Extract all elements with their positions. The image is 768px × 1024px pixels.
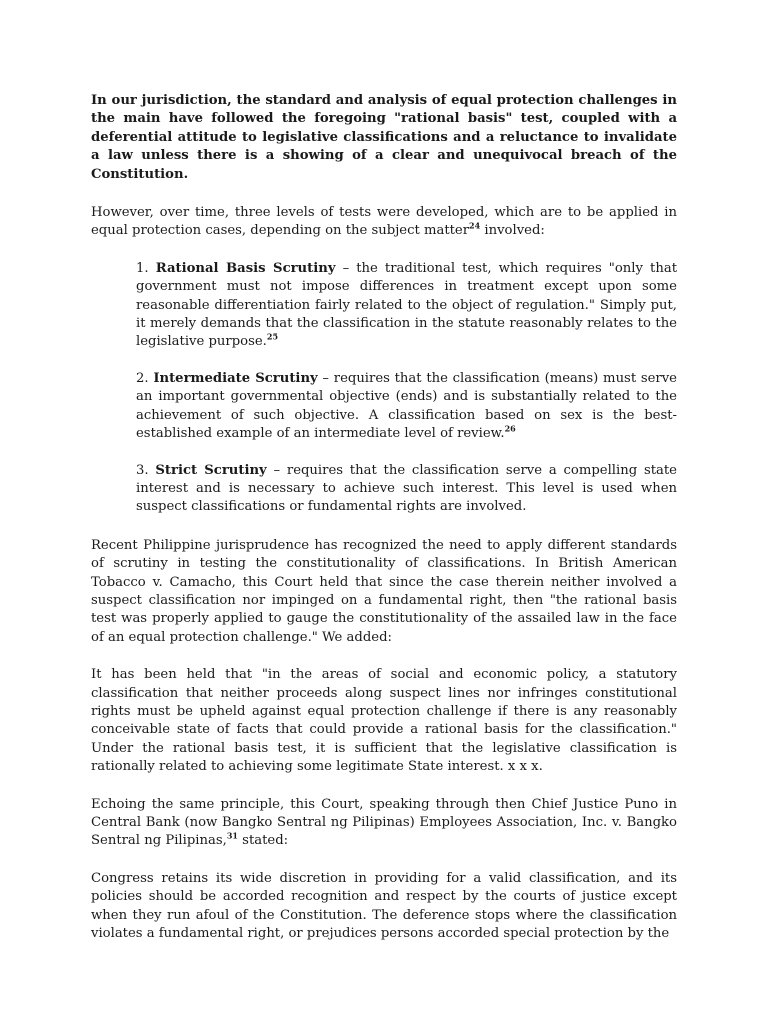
level-number: 3. [136, 462, 149, 478]
level-description: – requires that the classification serve a compelling state interest and is necessary to achieve such interest. This level is used when suspect classifications or fundamental rights are involved. [136, 462, 677, 515]
quote-paragraph-2: Congress retains its wide discretion in providing for a valid classification, and its policies should be accorded recognition and respect by the courts of justice except when they run afoul of the Constitution. The deference stops where the classification violates a fundamental right, or prejudices persons accorded special protection by the [91, 870, 677, 942]
levels-intro-text: However, over time, three levels of tests were developed, which are to be applied in equal protection cases, depending on the subject matter [91, 205, 677, 239]
level-number: 1. [136, 260, 149, 276]
level-description: – requires that the classification (means) must serve an important governmental objective (ends) and is substantially related to the achievement of such objective. A classification based on sex is the best-established example of an intermediate level of review. [136, 370, 677, 442]
levels-intro-paragraph [91, 204, 677, 241]
level-term: Intermediate Scrutiny [153, 370, 318, 386]
level-term: Strict Scrutiny [155, 462, 267, 478]
level-item-rational-basis [136, 260, 677, 352]
level-term: Rational Basis Scrutiny [155, 260, 336, 276]
level-number: 2. [136, 370, 149, 386]
echoing-paragraph [91, 796, 677, 851]
footnote-ref: 24 [469, 221, 481, 232]
echoing-tail: stated: [237, 833, 289, 849]
recent-jurisprudence-paragraph: Recent Philippine jurisprudence has recognized the need to apply different standards of scrutiny in testing the constitutionality of classifications. In British American Tobacco v. Camacho, this Court held that since the case therein neither involved a suspect classification nor impinged on a fundamental right, then "the rational basis test was properly applied to gauge the constitutionality of the assailed law in the face of an equal protection challenge." We added: [91, 537, 677, 645]
levels-intro-tail: involved: [480, 223, 545, 239]
intro-paragraph: In our jurisdiction, the standard and analysis of equal protection challenges in the main have followed the foregoing "rational basis" test, coupled with a deferential attitude to legislative classifications and a reluctance to invalidate a law unless there is a showing of a clear and unequivocal breach of the Constitution. [91, 93, 677, 182]
footnote-ref: 25 [266, 332, 279, 343]
level-description: – the traditional test, which requires "only that government must not impose differences in treatment except upon some reasonable differentiation fairly related to the object of regulation." Simply put, it merely demands that the classification in the statute reasonably relates to the legislative purpose. [136, 260, 677, 350]
level-item-intermediate [136, 370, 677, 444]
document-page [91, 92, 677, 962]
echoing-text: Echoing the same principle, this Court, speaking through then Chief Justice Puno in Central Bank (now Bangko Sentral ng Pilipinas) Employees Association, Inc. v. Bangko Sentral ng Pilipinas, [91, 796, 677, 849]
quote-paragraph-1: It has been held that "in the areas of social and economic policy, a statutory classification that neither proceeds along suspect lines nor infringes constitutional rights must be upheld against equal protection challenge if there is any reasonably conceivable state of facts that could provide a rational basis for the classification." Under the rational basis test, it is sufficient that the legislative classification is rationally related to achieving some legitimate State interest. x x x. [91, 667, 677, 775]
level-item-strict [136, 462, 677, 517]
footnote-ref: 26 [504, 423, 516, 434]
footnote-ref: 31 [226, 831, 238, 842]
